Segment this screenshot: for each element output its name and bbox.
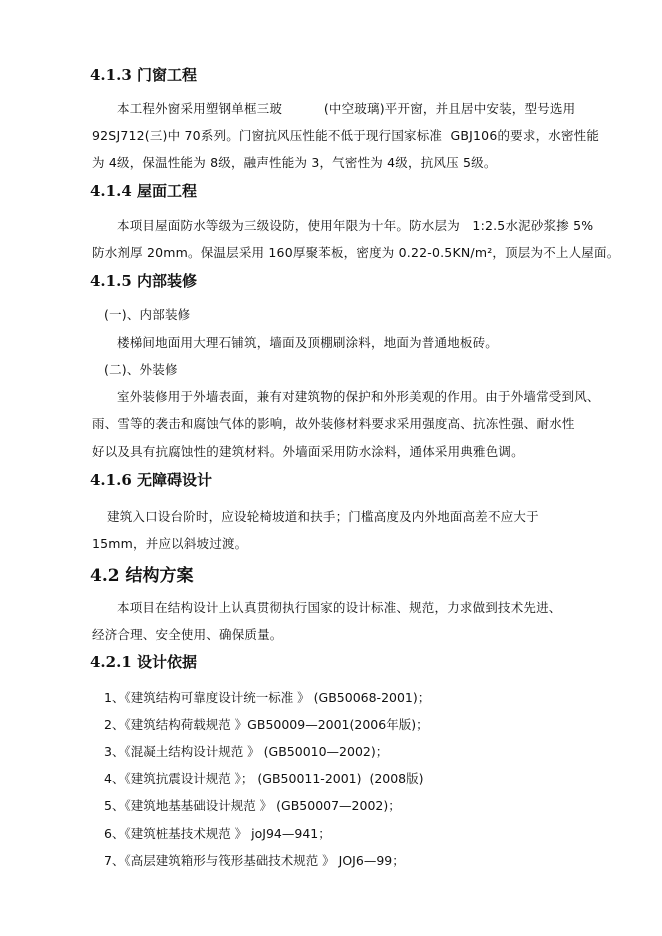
heading-4-2: 4.2 结构方案 bbox=[90, 566, 194, 586]
list-item: 5、《建筑地基基础设计规范 》 (GB50007—2002)； bbox=[104, 798, 401, 813]
list-item: 3、《混凝土结构设计规范 》 (GB50010—2002)； bbox=[104, 744, 389, 759]
list-item: 1、《建筑结构可靠度设计统一标准 》 (GB50068-2001)； bbox=[104, 690, 431, 705]
paragraph-line: 92SJ712(三)中 70系列。门窗抗风压性能不低于现行国家标准 GBJ106的要求，水密性能 bbox=[92, 128, 600, 143]
list-item: 6、《建筑桩基技术规范 》 joJ94—941； bbox=[104, 826, 331, 841]
subheading-interior: (一)、内部装修 bbox=[104, 307, 191, 322]
heading-4-2-1: 4.2.1 设计依据 bbox=[90, 653, 197, 671]
paragraph-line: 为 4级，保温性能为 8级，融声性能为 3，气密性为 4级，抗风压 5级。 bbox=[92, 155, 497, 170]
paragraph-line: 雨、雪等的袭击和腐蚀气体的影响，故外装修材料要求采用强度高、抗冻性强、耐水性 bbox=[92, 416, 575, 431]
subheading-exterior: (二)、外装修 bbox=[104, 362, 178, 377]
paragraph-line: 建筑入口设台阶时，应设轮椅坡道和扶手；门槛高度及内外地面高差不应大于 bbox=[107, 509, 539, 524]
heading-4-1-4: 4.1.4 屋面工程 bbox=[90, 182, 197, 200]
paragraph-line: 防水剂厚 20mm。保温层采用 160厚聚苯板，密度为 0.22-0.5KN/m²，顶层为不上人屋面。 bbox=[92, 245, 620, 260]
paragraph-line: 室外装修用于外墙表面，兼有对建筑物的保护和外形美观的作用。由于外墙常受到风、 bbox=[117, 389, 600, 404]
paragraph-line: 本项目在结构设计上认真贯彻执行国家的设计标准、规范，力求做到技术先进、 bbox=[117, 600, 562, 615]
paragraph-line: 楼梯间地面用大理石铺筑，墙面及顶棚刷涂料，地面为普通地板砖。 bbox=[117, 335, 499, 350]
list-item: 4、《建筑抗震设计规范 》； (GB50011-2001) (2008版) bbox=[104, 771, 424, 786]
heading-4-1-3: 4.1.3 门窗工程 bbox=[90, 66, 197, 84]
list-item: 2、《建筑结构荷载规范 》GB50009—2001(2006年版)； bbox=[104, 717, 429, 732]
paragraph-line: 好以及具有抗腐蚀性的建筑材料。外墙面采用防水涂料，通体采用典雅色调。 bbox=[92, 444, 524, 459]
paragraph-line: 本项目屋面防水等级为三级设防，使用年限为十年。防水层为 1:2.5水泥砂浆掺 5% bbox=[117, 218, 594, 233]
paragraph-line: 本工程外窗采用塑钢单框三玻 (中空玻璃)平开窗，并且居中安装，型号选用 bbox=[117, 101, 576, 116]
paragraph-line: 15mm，并应以斜坡过渡。 bbox=[92, 536, 248, 551]
heading-4-1-6: 4.1.6 无障碍设计 bbox=[90, 471, 212, 489]
heading-4-1-5: 4.1.5 内部装修 bbox=[90, 272, 197, 290]
paragraph-line: 经济合理、安全使用、确保质量。 bbox=[92, 627, 283, 642]
list-item: 7、《高层建筑箱形与筏形基础技术规范 》 JOJ6—99； bbox=[104, 853, 405, 868]
